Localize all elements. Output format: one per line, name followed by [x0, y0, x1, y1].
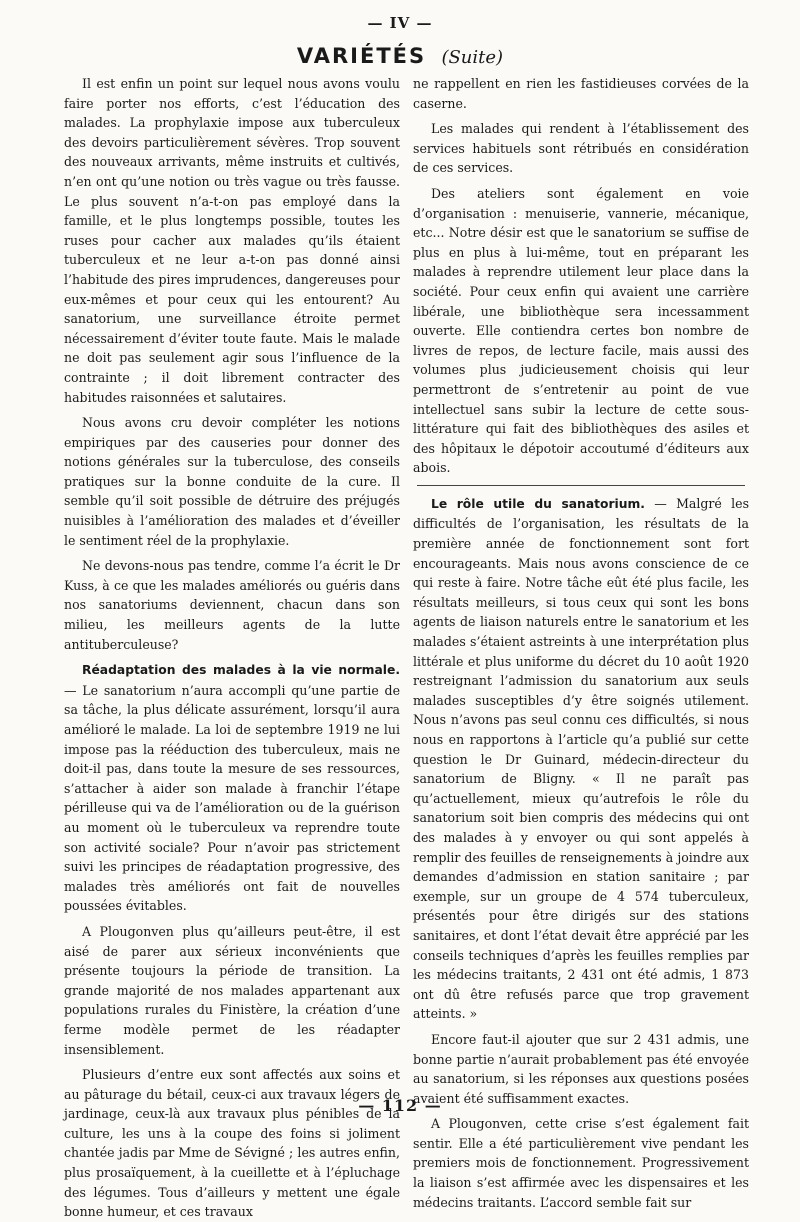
subheading-readaptation: Réadaptation des malades à la vie normale. [82, 663, 400, 678]
paragraph: A Plougonven, cette crise s’est également fait sentir. Elle a été particulièrement vive pendant les premiers mois de fonctionnement. Progressivement la liaison s’est affirmée avec les dispensaires et les médecins traitants. L’accord semble fait sur [413, 1116, 749, 1210]
paragraph: Nous avons cru devoir compléter les notions empiriques par des causeries pour donner des notions générales sur la tuberculose, des conseils pratiques sur la bonne conduite de la cure. Il semble qu’il soit possible de détruire des préjugés nuisibles à l’amélioration des malades et d’éveiller le sentiment réel de la prophylaxie. [64, 415, 400, 548]
paragraph: Les malades qui rendent à l’établissement des services habituels sont rétribués en considération de ces services. [413, 121, 749, 176]
section-title [0, 44, 800, 68]
paragraph: Ne devons-nous pas tendre, comme l’a écrit le Dr Kuss, à ce que les malades améliorés ou guéris dans nos sanatoriums deviennent, chacun dans son milieu, les meilleurs agents de la lutte antituberculeuse? [64, 558, 400, 652]
divider [417, 485, 745, 486]
paragraph: Plusieurs d’entre eux sont affectés aux soins et au pâturage du bétail, ceux-ci aux travaux légers de jardinage, ceux-là aux travaux plus pénibles de la culture, les uns à la coupe des foins si joliment chantée jadis par Mme de Sévigné ; les autres enfin, plus prosaïquement, à la cueillette et à l’épluchage des légumes. Tous d’ailleurs y mettent une égale bonne humeur, et ces travaux [64, 1067, 400, 1220]
subheading-role-utile: Le rôle utile du sanatorium. [431, 496, 645, 511]
left-column [64, 74, 400, 1222]
roman-page-number: — IV — [367, 14, 433, 32]
paragraph: Des ateliers sont également en voie d’organisation : menuiserie, vannerie, mécanique, etc... Notre désir est que le sanatorium se suffise de plus en plus à lui-même, tout en préparant les malades à reprendre utilement leur place dans la société. Pour ceux enfin qui avaient une carrière libérale, une bibliothèque sera incessamment ouverte. Elle contiendra certes bon nombre de livres de repos, de lecture facile, mais aussi des volumes plus judicieusement choisis qui leur permettront de s’entretenir au point de vue intellectuel sans subir la lecture de cette sous-littérature qui fait des bibliothèques des asiles et des hôpitaux le dépotoir accoutumé d’éditeurs aux abois. [413, 185, 749, 476]
right-column [413, 74, 749, 1212]
paragraph: ne rappellent en rien les fastidieuses corvées de la caserne. [413, 76, 749, 111]
paragraph: Il est enfin un point sur lequel nous avons voulu faire porter nos efforts, c’est l’éducation des malades. La prophylaxie impose aux tuberculeux des devoirs particulièrement sévères. Trop souvent des nouveaux arrivants, même instruits et cultivés, n’en ont qu’une notion ou très vague ou très fausse. Le plus souvent n’a-t-on pas employé dans la famille, et le plus longtemps possible, toutes les ruses pour cacher aux malades qu’ils étaient tuberculeux et ne leur a-t-on pas donné ainsi l’habitude des pires imprudences, dangereuses pour eux-mêmes et pour ceux qui les entourent? Au sanatorium, une surveillance étroite permet nécessairement d’éviter toute faute. Mais le malade ne doit pas seulement agir sous l’influence de la contrainte ; il doit librement contracter des habitudes raisonnées et salutaires. [64, 76, 400, 405]
section-title-suite: (Suite) [441, 47, 504, 68]
page-number: — 112 — [358, 1096, 442, 1115]
section-title-text: VARIÉTÉS [296, 44, 427, 68]
paragraph-with-subhead [64, 660, 400, 916]
paragraph-text: — Le sanatorium n’aura accompli qu’une partie de sa tâche, la plus délicate assurément, lorsqu’il aura amélioré le malade. La loi de septembre 1919 ne lui impose pas la rééduction des tuberculeux, mais ne doit-il pas, dans toute la mesure de ses ressources, s’attacher à aider son malade à franchir l’étape périlleuse qui va de l’amélioration ou de la guérison au moment où le tuberculeux va reprendre toute son activité sociale? Pour n’avoir pas strictement suivi les principes de réadaptation progressive, des malades très améliorés ont fait de nouvelles poussées évitables. [64, 682, 400, 914]
paragraph-with-subhead [413, 494, 749, 1024]
paragraph: Encore faut-il ajouter que sur 2 431 admis, une bonne partie n’aurait probablement pas été envoyée au sanatorium, si les réponses aux questions posées avaient été suffisamment exactes. [413, 1031, 749, 1106]
paragraph: A Plougonven plus qu’ailleurs peut-être, il est aisé de parer aux sérieux inconvénients que présente toujours la période de transition. La grande majorité de nos malades appartenant aux populations rurales du Finistère, la création d’une ferme modèle permet de les réadapter insensiblement. [64, 923, 400, 1057]
paragraph-text: — Malgré les difficultés de l’organisation, les résultats de la première année de fonctionnement sont fort encourageants. Mais nous avons conscience de ce qui reste à faire. Notre tâche eût été plus facile, les résultats meilleurs, si tous ceux qui sont les bons agents de liaison naturels entre le sanatorium et les malades s’étaient astreints à une interprétation plus littérale et plus uniforme du décret du 10 août 1920 restreignant l’admission du sanatorium aux seuls malades susceptibles d’y être soignés utilement. Nous n’avons pas seul connu ces difficultés, si nous nous en rapportons à l’article qu’a publié sur cette question le Dr Guinard, médecin-directeur du sanatorium de Bligny. « Il ne paraît pas qu’actuellement, mieux qu’autrefois le rôle du sanatorium soit bien compris des médecins qui ont des malades à y envoyer ou qui sont appelés à remplir des feuilles de renseignements à joindre aux demandes d’admission en station sanitaire ; par exemple, sur un groupe de 4 574 tuberculeux, présentés pour être dirigés sur des stations sanitaires, et dont l’état devait être apprécié par les conseils techniques d’après les feuilles remplies par les médecins traitants, 2 431 ont été admis, 1 873 ont dû être refusés parce que trop gravement atteints. » [413, 495, 750, 1022]
